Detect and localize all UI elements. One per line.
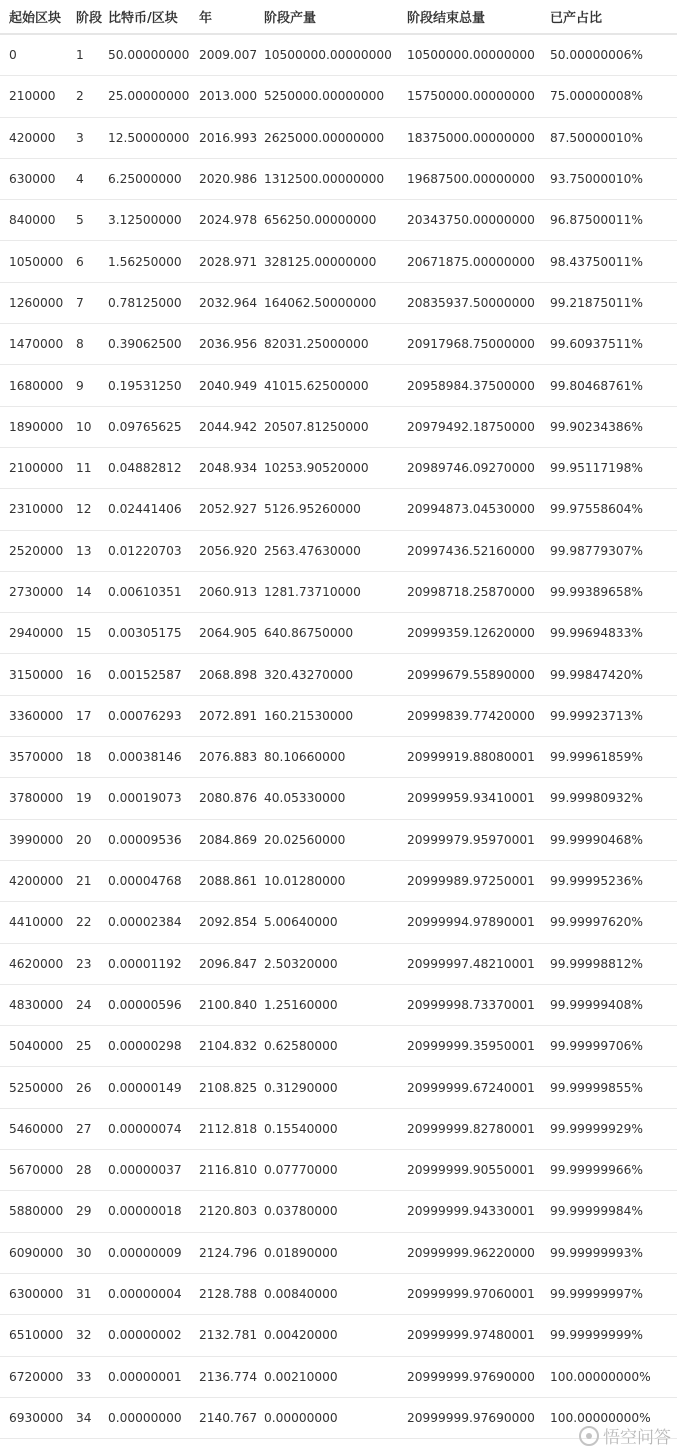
cell-start-block: 4410000 bbox=[9, 915, 64, 930]
cell-stage: 12 bbox=[76, 502, 92, 517]
cell-stage: 2 bbox=[76, 89, 84, 104]
cell-start-block: 6300000 bbox=[9, 1287, 64, 1302]
cell-year: 2044.942 bbox=[199, 419, 258, 434]
cell-start-block: 5040000 bbox=[9, 1039, 64, 1054]
cell-start-block: 6720000 bbox=[9, 1369, 64, 1384]
wukong-logo-icon bbox=[579, 1426, 599, 1446]
cell-stage-output: 0.00840000 bbox=[264, 1287, 338, 1302]
cell-year: 2032.964 bbox=[199, 295, 258, 310]
cell-stage-end-total: 10500000.00000000 bbox=[407, 48, 535, 63]
cell-start-block: 3360000 bbox=[9, 708, 64, 723]
cell-start-block: 1680000 bbox=[9, 378, 64, 393]
cell-year: 2052.927 bbox=[199, 502, 258, 517]
cell-produced-ratio: 99.80468761% bbox=[550, 378, 643, 393]
cell-stage-output: 0.07770000 bbox=[264, 1163, 338, 1178]
header-stage-end-total: 阶段结束总量 bbox=[407, 11, 486, 26]
cell-start-block: 0 bbox=[9, 48, 17, 63]
cell-stage-output: 164062.50000000 bbox=[264, 295, 377, 310]
cell-stage: 33 bbox=[76, 1369, 92, 1384]
cell-stage: 1 bbox=[76, 48, 84, 63]
cell-stage-output: 320.43270000 bbox=[264, 667, 354, 682]
header-stage-output: 阶段产量 bbox=[264, 11, 317, 26]
cell-year: 2036.956 bbox=[199, 337, 258, 352]
cell-stage-end-total: 20999999.35950001 bbox=[407, 1039, 535, 1054]
cell-produced-ratio: 50.00000006% bbox=[550, 48, 643, 63]
table-row bbox=[0, 654, 677, 695]
cell-btc-per-block: 0.39062500 bbox=[108, 337, 182, 352]
table-row bbox=[0, 820, 677, 861]
cell-produced-ratio: 99.99847420% bbox=[550, 667, 643, 682]
cell-stage-end-total: 20958984.37500000 bbox=[407, 378, 535, 393]
cell-start-block: 4830000 bbox=[9, 997, 64, 1012]
header-produced-ratio: 已产占比 bbox=[550, 11, 603, 26]
header-start-block: 起始区块 bbox=[9, 11, 62, 26]
table-row bbox=[0, 531, 677, 572]
cell-stage: 29 bbox=[76, 1204, 92, 1219]
header-btc-per-block: 比特币/区块 bbox=[108, 11, 178, 26]
cell-produced-ratio: 99.99999706% bbox=[550, 1039, 643, 1054]
cell-btc-per-block: 50.00000000 bbox=[108, 48, 190, 63]
cell-stage: 9 bbox=[76, 378, 84, 393]
table-row bbox=[0, 1274, 677, 1315]
cell-stage-output: 5126.95260000 bbox=[264, 502, 361, 517]
cell-year: 2076.883 bbox=[199, 750, 258, 765]
cell-produced-ratio: 99.99997620% bbox=[550, 915, 643, 930]
cell-start-block: 2100000 bbox=[9, 461, 64, 476]
table-row bbox=[0, 1398, 677, 1439]
cell-stage-end-total: 20999999.82780001 bbox=[407, 1121, 535, 1136]
table-row bbox=[0, 737, 677, 778]
table-row bbox=[0, 902, 677, 943]
cell-stage: 25 bbox=[76, 1039, 92, 1054]
cell-btc-per-block: 0.09765625 bbox=[108, 419, 182, 434]
header-year: 年 bbox=[199, 11, 213, 26]
cell-stage: 34 bbox=[76, 1410, 92, 1425]
cell-stage-end-total: 20671875.00000000 bbox=[407, 254, 535, 269]
cell-stage-output: 10500000.00000000 bbox=[264, 48, 392, 63]
cell-start-block: 6510000 bbox=[9, 1328, 64, 1343]
cell-btc-per-block: 0.00000000 bbox=[108, 1410, 182, 1425]
cell-year: 2100.840 bbox=[199, 997, 258, 1012]
cell-stage-end-total: 15750000.00000000 bbox=[407, 89, 535, 104]
cell-btc-per-block: 3.12500000 bbox=[108, 213, 182, 228]
cell-stage: 26 bbox=[76, 1080, 92, 1095]
cell-btc-per-block: 0.00000009 bbox=[108, 1245, 182, 1260]
table-row bbox=[0, 76, 677, 117]
cell-stage-output: 40.05330000 bbox=[264, 791, 346, 806]
cell-produced-ratio: 99.99999993% bbox=[550, 1245, 643, 1260]
cell-btc-per-block: 0.00000596 bbox=[108, 997, 182, 1012]
cell-start-block: 3780000 bbox=[9, 791, 64, 806]
cell-stage-end-total: 20999839.77420000 bbox=[407, 708, 535, 723]
cell-stage-output: 656250.00000000 bbox=[264, 213, 377, 228]
cell-start-block: 1260000 bbox=[9, 295, 64, 310]
cell-produced-ratio: 99.99923713% bbox=[550, 708, 643, 723]
cell-stage-end-total: 20999959.93410001 bbox=[407, 791, 535, 806]
cell-stage-output: 10253.90520000 bbox=[264, 461, 369, 476]
cell-produced-ratio: 99.99980932% bbox=[550, 791, 643, 806]
table-row bbox=[0, 1233, 677, 1274]
cell-year: 2009.007 bbox=[199, 48, 258, 63]
table-row bbox=[0, 696, 677, 737]
cell-year: 2088.861 bbox=[199, 874, 258, 889]
cell-start-block: 2940000 bbox=[9, 626, 64, 641]
cell-stage: 14 bbox=[76, 585, 92, 599]
cell-stage-output: 2.50320000 bbox=[264, 956, 338, 971]
table-body bbox=[0, 35, 677, 1439]
cell-stage: 27 bbox=[76, 1121, 92, 1136]
table-row bbox=[0, 118, 677, 159]
table-row bbox=[0, 1315, 677, 1356]
cell-stage-end-total: 19687500.00000000 bbox=[407, 172, 535, 187]
cell-stage-end-total: 20999998.73370001 bbox=[407, 997, 535, 1012]
table-row bbox=[0, 778, 677, 819]
cell-year: 2084.869 bbox=[199, 832, 258, 847]
cell-year: 2024.978 bbox=[199, 213, 258, 228]
cell-stage-end-total: 20999999.97060001 bbox=[407, 1287, 535, 1302]
table-header-row bbox=[0, 0, 677, 35]
cell-year: 2140.767 bbox=[199, 1410, 258, 1425]
cell-year: 2096.847 bbox=[199, 956, 258, 971]
cell-stage-output: 0.03780000 bbox=[264, 1204, 338, 1219]
cell-stage: 16 bbox=[76, 667, 92, 682]
cell-year: 2068.898 bbox=[199, 667, 258, 682]
cell-produced-ratio: 99.98779307% bbox=[550, 543, 643, 558]
cell-produced-ratio: 99.21875011% bbox=[550, 295, 643, 310]
cell-stage: 23 bbox=[76, 956, 92, 971]
cell-stage-end-total: 20999999.96220000 bbox=[407, 1245, 535, 1260]
table-row bbox=[0, 1150, 677, 1191]
cell-stage-output: 2625000.00000000 bbox=[264, 130, 385, 145]
table-row bbox=[0, 613, 677, 654]
cell-start-block: 5880000 bbox=[9, 1204, 64, 1219]
cell-stage-output: 0.00210000 bbox=[264, 1369, 338, 1384]
cell-stage-output: 80.10660000 bbox=[264, 750, 346, 765]
cell-year: 2080.876 bbox=[199, 791, 258, 806]
cell-stage-end-total: 20835937.50000000 bbox=[407, 295, 535, 310]
cell-stage-end-total: 20979492.18750000 bbox=[407, 419, 535, 434]
table-row bbox=[0, 985, 677, 1026]
cell-year: 2116.810 bbox=[199, 1163, 258, 1178]
table-row bbox=[0, 241, 677, 282]
cell-btc-per-block: 0.00000037 bbox=[108, 1163, 182, 1178]
cell-year: 2128.788 bbox=[199, 1287, 258, 1302]
cell-stage: 13 bbox=[76, 543, 92, 558]
cell-year: 2132.781 bbox=[199, 1328, 258, 1343]
table-row bbox=[0, 1191, 677, 1232]
cell-produced-ratio: 99.99998812% bbox=[550, 956, 643, 971]
cell-produced-ratio: 75.00000008% bbox=[550, 89, 643, 104]
cell-produced-ratio: 100.00000000% bbox=[550, 1369, 651, 1384]
cell-start-block: 6930000 bbox=[9, 1410, 64, 1425]
cell-stage-output: 5.00640000 bbox=[264, 915, 338, 930]
cell-year: 2092.854 bbox=[199, 915, 258, 930]
table-row bbox=[0, 200, 677, 241]
table-row bbox=[0, 1109, 677, 1150]
cell-stage-end-total: 20999999.90550001 bbox=[407, 1163, 535, 1178]
cell-year: 2040.949 bbox=[199, 378, 258, 393]
cell-stage-end-total: 20989746.09270000 bbox=[407, 461, 535, 476]
cell-btc-per-block: 0.00610351 bbox=[108, 585, 182, 599]
cell-stage-output: 1.25160000 bbox=[264, 997, 338, 1012]
cell-btc-per-block: 0.00002384 bbox=[108, 915, 182, 930]
cell-produced-ratio: 100.00000000% bbox=[550, 1410, 651, 1425]
table-row bbox=[0, 407, 677, 448]
cell-stage-output: 2563.47630000 bbox=[264, 543, 361, 558]
cell-stage: 32 bbox=[76, 1328, 92, 1343]
cell-start-block: 2730000 bbox=[9, 585, 64, 599]
cell-stage-output: 0.15540000 bbox=[264, 1121, 338, 1136]
cell-year: 2124.796 bbox=[199, 1245, 258, 1260]
cell-btc-per-block: 0.00000298 bbox=[108, 1039, 182, 1054]
cell-stage: 17 bbox=[76, 708, 92, 723]
cell-year: 2064.905 bbox=[199, 626, 258, 641]
cell-stage: 31 bbox=[76, 1287, 92, 1302]
cell-start-block: 5250000 bbox=[9, 1080, 64, 1095]
cell-stage-output: 20507.81250000 bbox=[264, 419, 369, 434]
cell-stage-output: 0.00000000 bbox=[264, 1410, 338, 1425]
cell-produced-ratio: 99.99694833% bbox=[550, 626, 643, 641]
cell-year: 2112.818 bbox=[199, 1121, 258, 1136]
cell-stage-end-total: 20999999.97480001 bbox=[407, 1328, 535, 1343]
cell-stage: 19 bbox=[76, 791, 92, 806]
cell-btc-per-block: 0.00000004 bbox=[108, 1287, 182, 1302]
cell-btc-per-block: 0.00000074 bbox=[108, 1121, 182, 1136]
cell-stage: 28 bbox=[76, 1163, 92, 1178]
cell-stage: 21 bbox=[76, 874, 92, 889]
cell-stage-output: 41015.62500000 bbox=[264, 378, 369, 393]
cell-start-block: 5670000 bbox=[9, 1163, 64, 1178]
cell-produced-ratio: 99.60937511% bbox=[550, 337, 643, 352]
cell-produced-ratio: 99.97558604% bbox=[550, 502, 643, 517]
cell-btc-per-block: 12.50000000 bbox=[108, 130, 190, 145]
table-row bbox=[0, 944, 677, 985]
cell-stage-output: 20.02560000 bbox=[264, 832, 346, 847]
cell-stage-output: 1312500.00000000 bbox=[264, 172, 385, 187]
cell-stage-end-total: 20997436.52160000 bbox=[407, 543, 535, 558]
table-row bbox=[0, 365, 677, 406]
cell-start-block: 3150000 bbox=[9, 667, 64, 682]
cell-stage-end-total: 20999999.97690000 bbox=[407, 1369, 535, 1384]
cell-stage-output: 10.01280000 bbox=[264, 874, 346, 889]
cell-btc-per-block: 0.01220703 bbox=[108, 543, 182, 558]
cell-year: 2013.000 bbox=[199, 89, 258, 104]
cell-stage: 8 bbox=[76, 337, 84, 352]
cell-start-block: 3990000 bbox=[9, 832, 64, 847]
cell-year: 2072.891 bbox=[199, 708, 258, 723]
cell-btc-per-block: 0.00305175 bbox=[108, 626, 182, 641]
cell-produced-ratio: 99.99999997% bbox=[550, 1287, 643, 1302]
cell-stage-end-total: 20999997.48210001 bbox=[407, 956, 535, 971]
cell-btc-per-block: 0.00000018 bbox=[108, 1204, 182, 1219]
cell-start-block: 5460000 bbox=[9, 1121, 64, 1136]
table-row bbox=[0, 35, 677, 76]
cell-stage-end-total: 20999359.12620000 bbox=[407, 626, 535, 641]
table-row bbox=[0, 572, 677, 613]
cell-produced-ratio: 99.99999966% bbox=[550, 1163, 643, 1178]
watermark-text: 悟空问答 bbox=[603, 1428, 671, 1448]
cell-stage-end-total: 20998718.25870000 bbox=[407, 585, 535, 599]
cell-year: 2020.986 bbox=[199, 172, 258, 187]
cell-produced-ratio: 99.90234386% bbox=[550, 419, 643, 434]
cell-produced-ratio: 99.99999929% bbox=[550, 1121, 643, 1136]
cell-produced-ratio: 99.99995236% bbox=[550, 874, 643, 889]
cell-stage-output: 640.86750000 bbox=[264, 626, 354, 641]
cell-stage: 5 bbox=[76, 213, 84, 228]
cell-btc-per-block: 0.00038146 bbox=[108, 750, 182, 765]
cell-stage-output: 328125.00000000 bbox=[264, 254, 377, 269]
cell-start-block: 1890000 bbox=[9, 419, 64, 434]
cell-stage: 30 bbox=[76, 1245, 92, 1260]
cell-stage-output: 82031.25000000 bbox=[264, 337, 369, 352]
cell-start-block: 840000 bbox=[9, 213, 56, 228]
cell-stage-end-total: 18375000.00000000 bbox=[407, 130, 535, 145]
cell-stage-end-total: 20999999.67240001 bbox=[407, 1080, 535, 1095]
cell-stage-output: 160.21530000 bbox=[264, 708, 354, 723]
table-row bbox=[0, 1026, 677, 1067]
cell-btc-per-block: 0.19531250 bbox=[108, 378, 182, 393]
cell-stage-end-total: 20999979.95970001 bbox=[407, 832, 535, 847]
cell-stage-end-total: 20999994.97890001 bbox=[407, 915, 535, 930]
cell-stage-end-total: 20994873.04530000 bbox=[407, 502, 535, 517]
cell-stage-output: 0.62580000 bbox=[264, 1039, 338, 1054]
cell-stage: 20 bbox=[76, 832, 92, 847]
cell-stage: 6 bbox=[76, 254, 84, 269]
cell-start-block: 2310000 bbox=[9, 502, 64, 517]
cell-start-block: 2520000 bbox=[9, 543, 64, 558]
cell-start-block: 6090000 bbox=[9, 1245, 64, 1260]
cell-start-block: 630000 bbox=[9, 172, 56, 187]
cell-stage: 15 bbox=[76, 626, 92, 641]
table-row bbox=[0, 1357, 677, 1398]
cell-produced-ratio: 87.50000010% bbox=[550, 130, 643, 145]
cell-btc-per-block: 0.00009536 bbox=[108, 832, 182, 847]
cell-stage-end-total: 20999999.97690000 bbox=[407, 1410, 535, 1425]
cell-year: 2056.920 bbox=[199, 543, 258, 558]
cell-year: 2028.971 bbox=[199, 254, 258, 269]
cell-produced-ratio: 98.43750011% bbox=[550, 254, 643, 269]
cell-year: 2120.803 bbox=[199, 1204, 258, 1219]
cell-start-block: 4200000 bbox=[9, 874, 64, 889]
cell-year: 2016.993 bbox=[199, 130, 258, 145]
watermark bbox=[579, 1423, 671, 1448]
cell-stage: 11 bbox=[76, 461, 92, 476]
cell-start-block: 420000 bbox=[9, 130, 56, 145]
cell-produced-ratio: 99.99999408% bbox=[550, 997, 643, 1012]
header-stage: 阶段 bbox=[76, 11, 103, 26]
cell-stage-output: 0.00420000 bbox=[264, 1328, 338, 1343]
cell-year: 2048.934 bbox=[199, 461, 258, 476]
cell-btc-per-block: 1.56250000 bbox=[108, 254, 182, 269]
cell-produced-ratio: 93.75000010% bbox=[550, 172, 643, 187]
cell-stage-end-total: 20917968.75000000 bbox=[407, 337, 535, 352]
cell-produced-ratio: 99.95117198% bbox=[550, 461, 643, 476]
cell-start-block: 4620000 bbox=[9, 956, 64, 971]
cell-btc-per-block: 0.00004768 bbox=[108, 874, 182, 889]
cell-stage-end-total: 20343750.00000000 bbox=[407, 213, 535, 228]
cell-stage-end-total: 20999999.94330001 bbox=[407, 1204, 535, 1219]
cell-stage: 10 bbox=[76, 419, 92, 434]
cell-stage-output: 1281.73710000 bbox=[264, 585, 361, 599]
cell-start-block: 3570000 bbox=[9, 750, 64, 765]
table-row bbox=[0, 159, 677, 200]
table-row bbox=[0, 324, 677, 365]
cell-stage: 4 bbox=[76, 172, 84, 187]
table-row bbox=[0, 861, 677, 902]
cell-produced-ratio: 99.99961859% bbox=[550, 750, 643, 765]
cell-btc-per-block: 0.00000001 bbox=[108, 1369, 182, 1384]
cell-stage: 24 bbox=[76, 997, 92, 1012]
cell-btc-per-block: 25.00000000 bbox=[108, 89, 190, 104]
cell-btc-per-block: 6.25000000 bbox=[108, 172, 182, 187]
table-row bbox=[0, 448, 677, 489]
cell-stage-output: 0.31290000 bbox=[264, 1080, 338, 1095]
cell-year: 2104.832 bbox=[199, 1039, 258, 1054]
cell-produced-ratio: 96.87500011% bbox=[550, 213, 643, 228]
cell-produced-ratio: 99.99990468% bbox=[550, 832, 643, 847]
cell-btc-per-block: 0.00001192 bbox=[108, 956, 182, 971]
table-row bbox=[0, 1067, 677, 1108]
cell-btc-per-block: 0.00019073 bbox=[108, 791, 182, 806]
cell-btc-per-block: 0.04882812 bbox=[108, 461, 182, 476]
cell-start-block: 1470000 bbox=[9, 337, 64, 352]
cell-start-block: 1050000 bbox=[9, 254, 64, 269]
cell-btc-per-block: 0.78125000 bbox=[108, 295, 182, 310]
cell-produced-ratio: 99.99999984% bbox=[550, 1204, 643, 1219]
cell-stage-output: 5250000.00000000 bbox=[264, 89, 385, 104]
cell-year: 2136.774 bbox=[199, 1369, 258, 1384]
cell-btc-per-block: 0.00000149 bbox=[108, 1080, 182, 1095]
cell-stage: 3 bbox=[76, 130, 84, 145]
cell-btc-per-block: 0.02441406 bbox=[108, 502, 182, 517]
cell-produced-ratio: 99.99999855% bbox=[550, 1080, 643, 1095]
cell-stage-end-total: 20999679.55890000 bbox=[407, 667, 535, 682]
cell-start-block: 210000 bbox=[9, 89, 56, 104]
cell-produced-ratio: 99.99999999% bbox=[550, 1328, 643, 1343]
cell-btc-per-block: 0.00076293 bbox=[108, 708, 182, 723]
cell-btc-per-block: 0.00000002 bbox=[108, 1328, 182, 1343]
cell-year: 2108.825 bbox=[199, 1080, 258, 1095]
cell-produced-ratio: 99.99389658% bbox=[550, 585, 643, 599]
table-row bbox=[0, 283, 677, 324]
table-row bbox=[0, 489, 677, 530]
cell-stage: 18 bbox=[76, 750, 92, 765]
cell-btc-per-block: 0.00152587 bbox=[108, 667, 182, 682]
cell-stage: 7 bbox=[76, 295, 84, 310]
cell-stage-end-total: 20999989.97250001 bbox=[407, 874, 535, 889]
cell-stage-end-total: 20999919.88080001 bbox=[407, 750, 535, 765]
cell-stage: 22 bbox=[76, 915, 92, 930]
cell-year: 2060.913 bbox=[199, 585, 258, 599]
cell-stage-output: 0.01890000 bbox=[264, 1245, 338, 1260]
